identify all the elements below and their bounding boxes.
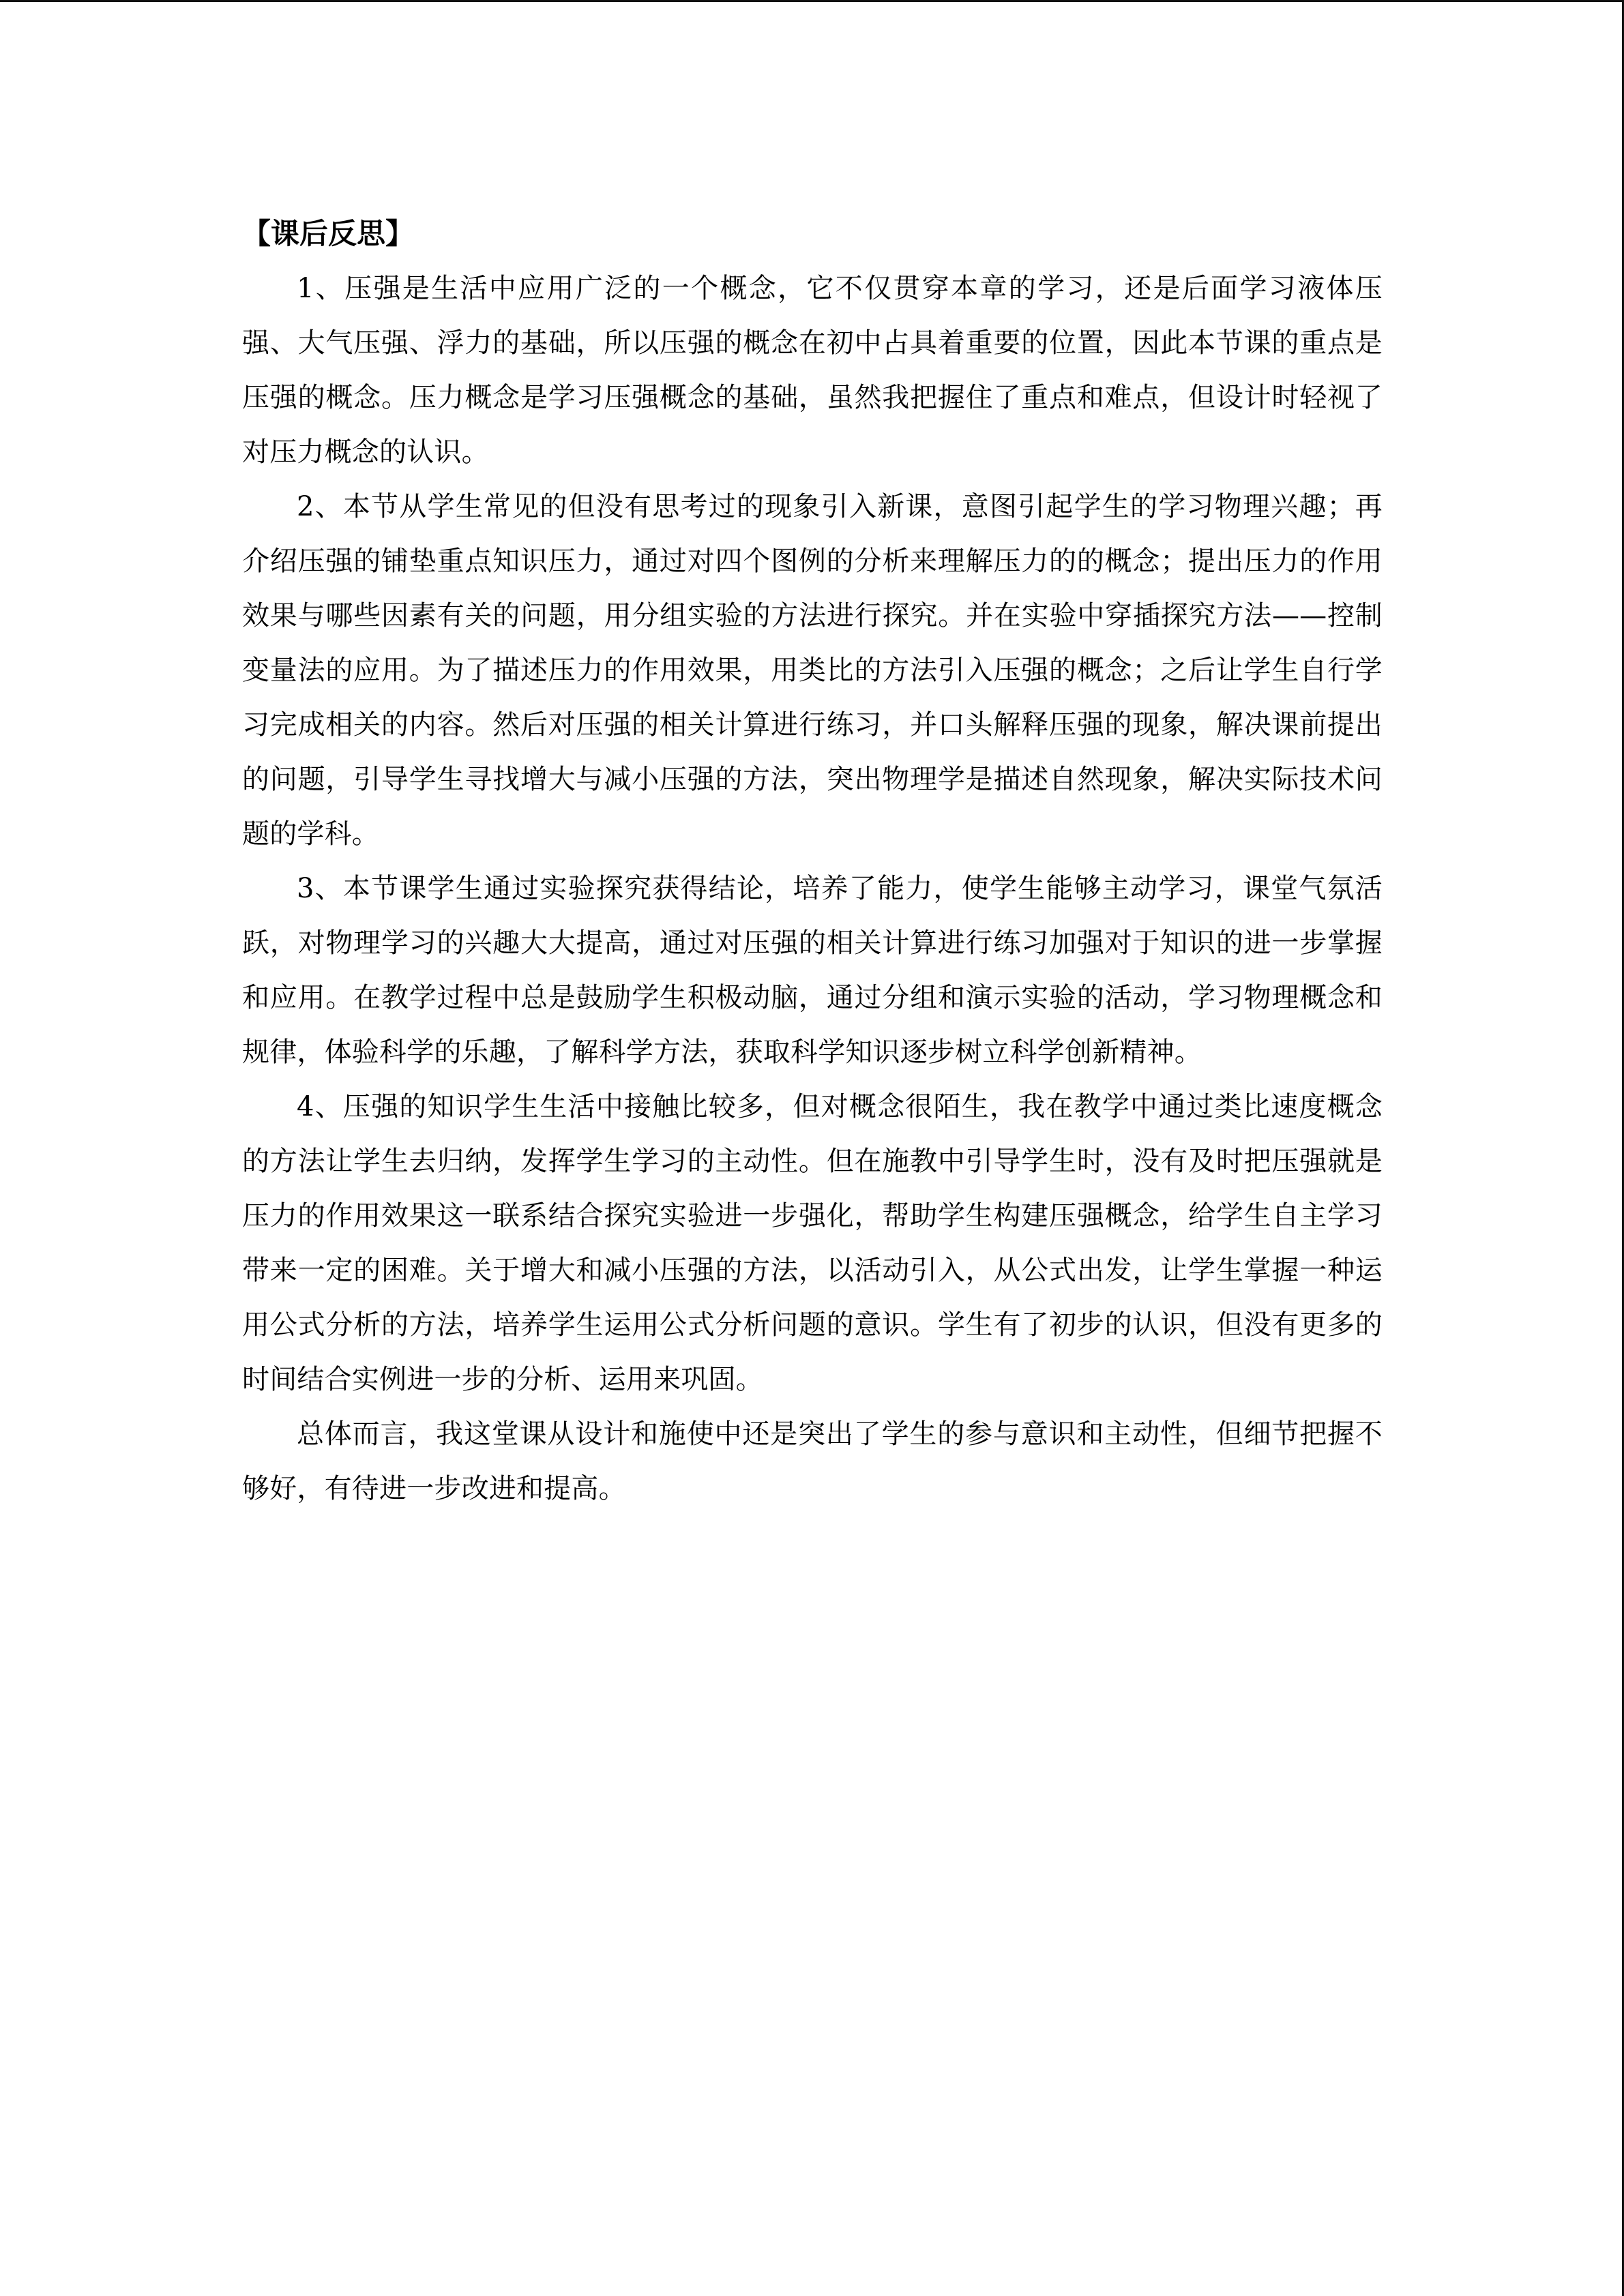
paragraph-summary: 总体而言，我这堂课从设计和施使中还是突出了学生的参与意识和主动性，但细节把握不够好，有待进一步改进和提高。 bbox=[242, 1418, 1383, 1504]
paragraph-2: 2、本节从学生常见的但没有思考过的现象引入新课，意图引起学生的学习物理兴趣；再介绍压强的铺垫重点知识压力，通过对四个图例的分析来理解压力的的概念；提出压力的作用效果与哪些因素有关的问题，用分组实验的方法进行探究。并在实验中穿插探究方法——控制变量法的应用。为了描述压力的作用效果，用类比的方法引入压强的概念；之后让学生自行学习完成相关的内容。然后对压强的相关计算进行练习，并口头解释压强的现象，解决课前提出的问题，引导学生寻找增大与减小压强的方法，突出物理学是描述自然现象，解决实际技术问题的学科。 bbox=[242, 491, 1383, 850]
paragraph-1: 1、压强是生活中应用广泛的一个概念，它不仅贯穿本章的学习，还是后面学习液体压强、大气压强、浮力的基础，所以压强的概念在初中占具着重要的位置，因此本节课的重点是压强的概念。压力概念是学习压强概念的基础，虽然我把握住了重点和难点，但设计时轻视了对压力概念的认识。 bbox=[242, 273, 1383, 468]
paragraph-4: 4、压强的知识学生生活中接触比较多，但对概念很陌生，我在教学中通过类比速度概念的方法让学生去归纳，发挥学生学习的主动性。但在施教中引导学生时，没有及时把压强就是压力的作用效果这一联系结合探究实验进一步强化，帮助学生构建压强概念，给学生自主学习带来一定的困难。关于增大和减小压强的方法，以活动引入，从公式出发，让学生掌握一种运用公式分析的方法，培养学生运用公式分析问题的意识。学生有了初步的认识，但没有更多的时间结合实例进一步的分析、运用来巩固。 bbox=[242, 1091, 1383, 1395]
document-content bbox=[242, 207, 1383, 1516]
paragraph-3: 3、本节课学生通过实验探究获得结论，培养了能力，使学生能够主动学习，课堂气氛活跃，对物理学习的兴趣大大提高，通过对压强的相关计算进行练习加强对于知识的进一步掌握和应用。在教学过程中总是鼓励学生积极动脑，通过分组和演示实验的活动，学习物理概念和规律，体验科学的乐趣，了解科学方法，获取科学知识逐步树立科学创新精神。 bbox=[242, 873, 1383, 1068]
section-title: 【课后反思】 bbox=[242, 217, 415, 250]
